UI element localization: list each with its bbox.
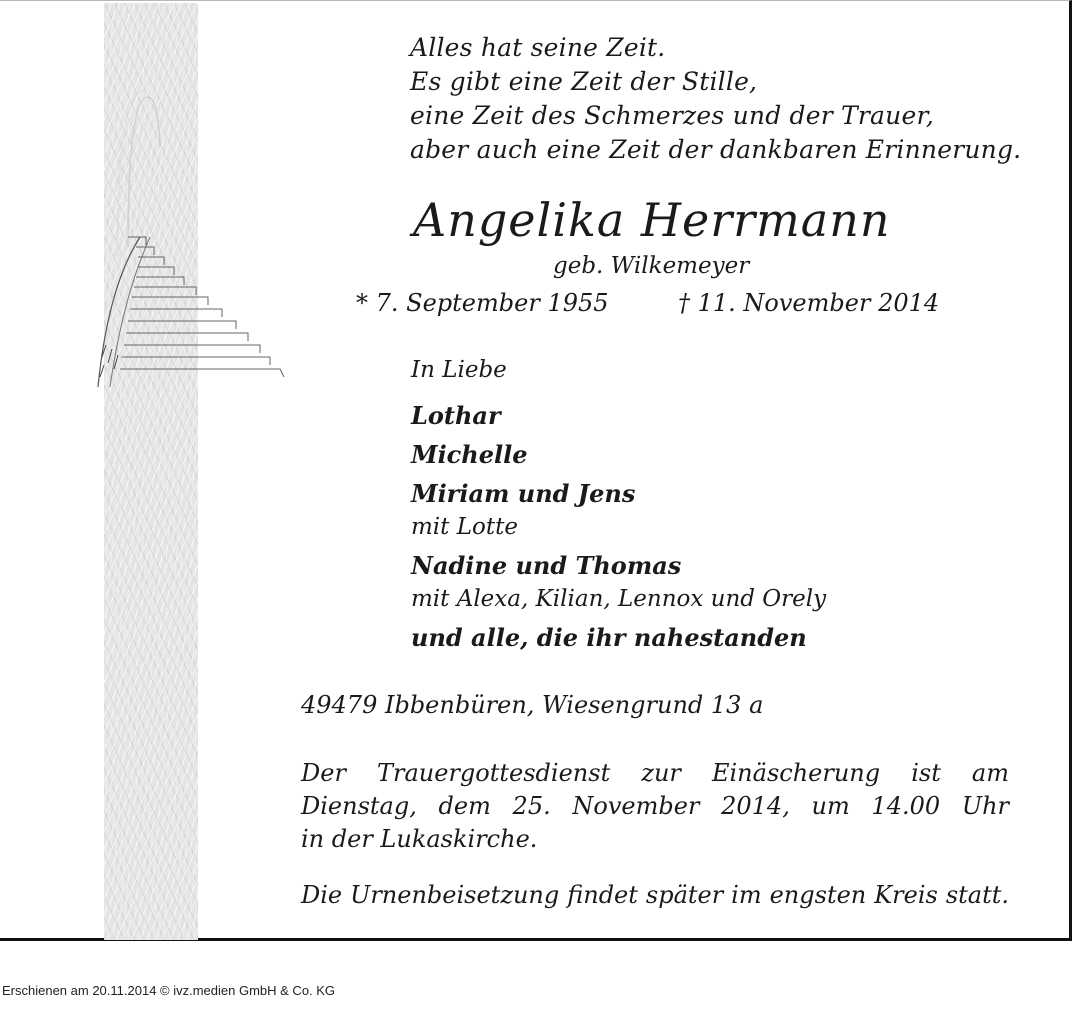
verse-line: eine Zeit des Schmerzes und der Trauer, [410, 101, 935, 130]
mourner-name: Nadine und Thomas [411, 551, 682, 580]
mourner-note: mit Alexa, Kilian, Lennox und Orely [411, 586, 827, 612]
verse [410, 31, 1021, 167]
verse-line: aber auch eine Zeit der dankbaren Erinnerung. [410, 135, 1022, 164]
maiden-name: geb. Wilkemeyer [553, 253, 750, 279]
mourners-intro: In Liebe [411, 357, 507, 383]
birth-date: * 7. September 1955 [356, 289, 609, 317]
urn-burial-note: Die Urnenbeisetzung findet später im engsten Kreis statt. [301, 881, 1009, 909]
staircase-illustration [88, 87, 288, 397]
mourner-name: Miriam und Jens [411, 479, 636, 508]
verse-line: Es gibt eine Zeit der Stille, [410, 67, 758, 96]
mourner-name: Lothar [411, 401, 501, 430]
death-date: † 11. November 2014 [678, 289, 940, 317]
mourner-name: Michelle [411, 440, 528, 469]
service-line: Der Trauergottesdienst zur Einäscherung ist am [301, 759, 1009, 787]
service-line: in der Lukaskirche. [301, 825, 538, 853]
service-line: Dienstag, dem 25. November 2014, um 14.00 Uhr [301, 792, 1009, 820]
service-details [301, 757, 1009, 856]
mourner-note: mit Lotte [411, 514, 518, 540]
deceased-name: Angelika Herrmann [413, 193, 891, 247]
address: 49479 Ibbenbüren, Wiesengrund 13 a [301, 691, 764, 719]
verse-line: Alles hat seine Zeit. [410, 33, 666, 62]
mourners-all: und alle, die ihr nahestanden [411, 623, 807, 652]
publication-footer: Erschienen am 20.11.2014 © ivz.medien GmbH & Co. KG [2, 983, 336, 998]
